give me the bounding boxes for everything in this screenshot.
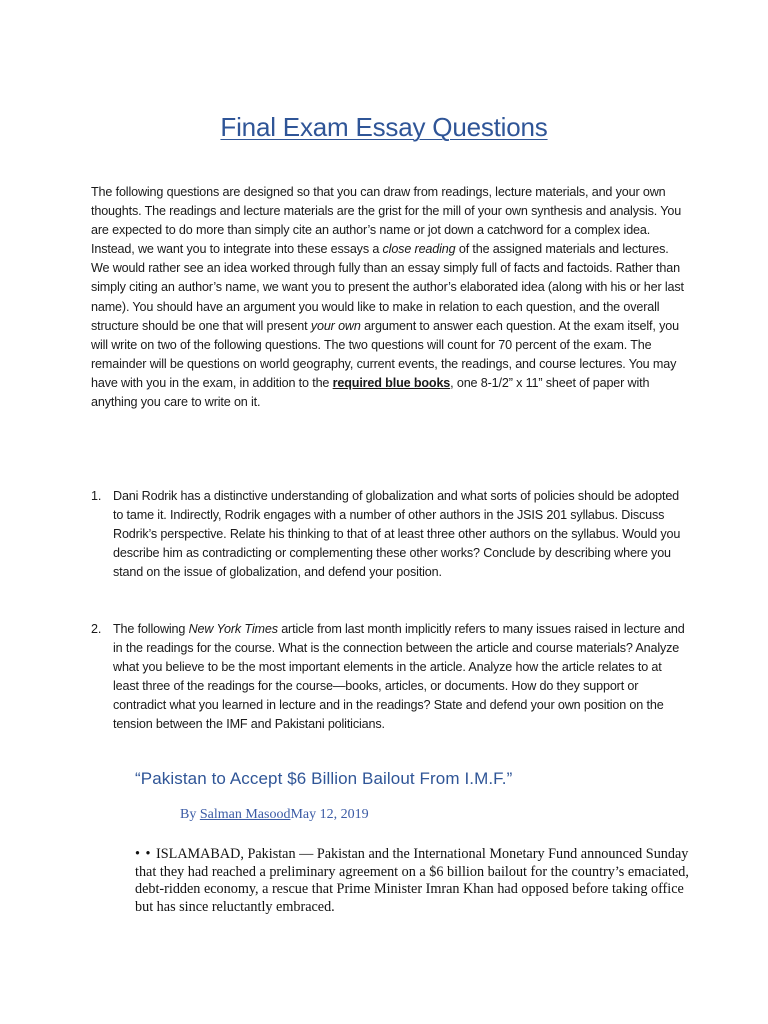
article-byline: [180, 807, 369, 823]
question-2-text-b: article from last month implicitly refers to many issues raised in lecture and in the readings for the course. What is the connection between the article and course materials? Analyze what you believe to be the most important elements in the article. Analyze how the article relates to at least three of the readings for the course—books, articles, or documents. How do they support or contradict what you learned in lecture and in the readings? State and defend your own position on the tension between the IMF and Pakistani politicians.: [113, 622, 685, 732]
article-paragraph-text: ISLAMABAD, Pakistan — Pakistan and the International Monetary Fund announced Sunday that they had reached a preliminary agreement on a $6 billion bailout for the country’s emaciated, debt-ridden economy, a rescue that Prime Minister Imran Khan had opposed before taking office but has since reluctantly embraced.: [135, 846, 689, 915]
question-2-nyt: New York Times: [188, 622, 278, 636]
intro-text-4: , one 8-1/2” x 11” sheet of paper with anything you care to write on it.: [91, 375, 650, 410]
question-2-text: [113, 620, 689, 735]
article-date: May 12, 2019: [290, 807, 369, 822]
author-link[interactable]: Salman Masood: [199, 807, 291, 822]
intro-emphasis-your-own: your own: [310, 318, 361, 333]
bullet-markers: • •: [135, 846, 157, 862]
intro-emphasis-close-reading: close reading: [382, 242, 456, 257]
article-paragraph: [135, 846, 695, 916]
document-title: Final Exam Essay Questions: [220, 112, 548, 142]
article-headline: “Pakistan to Accept $6 Billion Bailout From I.M.F.”: [135, 769, 513, 788]
intro-paragraph: [91, 183, 689, 412]
intro-text-2: of the assigned materials and lectures. We would rather see an idea worked through fully than an essay simply full of facts and factoids. Rather than simply citing an author’s name, we want you to present the author’s elaborated idea (along with his or her last name). You should have an argument you would like to make in relation to each question, and the overall structure should be one that will present: [91, 242, 684, 333]
byline-by: By: [180, 807, 200, 822]
question-1-text: Dani Rodrik has a distinctive understanding of globalization and what sorts of policies should be adopted to tame it. Indirectly, Rodrik engages with a number of other authors in the JSIS 201 syllabus. Discuss Rodrik’s perspective. Relate his thinking to that of at least three other authors on the syllabus. Would you describe him as contradicting or complementing these other works? Conclude by describing where you stand on the issue of globalization, and defend your position.: [113, 489, 681, 580]
question-1-number: 1.: [91, 489, 102, 503]
question-2-text-a: The following: [113, 622, 189, 636]
question-1: [91, 487, 689, 582]
intro-text-3: argument to answer each question. At the exam itself, you will write on two of the following questions. The two questions will count for 70 percent of the exam. The remainder will be questions on world geography, current events, the readings, and course lectures. You may have with you in the exam, in addition to the: [91, 318, 679, 390]
required-blue-books-text: required blue books: [332, 375, 451, 390]
intro-text-1: The following questions are designed so that you can draw from readings, lecture materials, and your own thoughts. The readings and lecture materials are the grist for the mill of your own synthesis and analysis. You are expected to do more than simply cite an author’s name or jot down a catchword for a complex idea. Instead, we want you to integrate into these essays a: [91, 185, 682, 257]
question-2-number: 2.: [91, 622, 102, 636]
question-2: [91, 620, 689, 735]
